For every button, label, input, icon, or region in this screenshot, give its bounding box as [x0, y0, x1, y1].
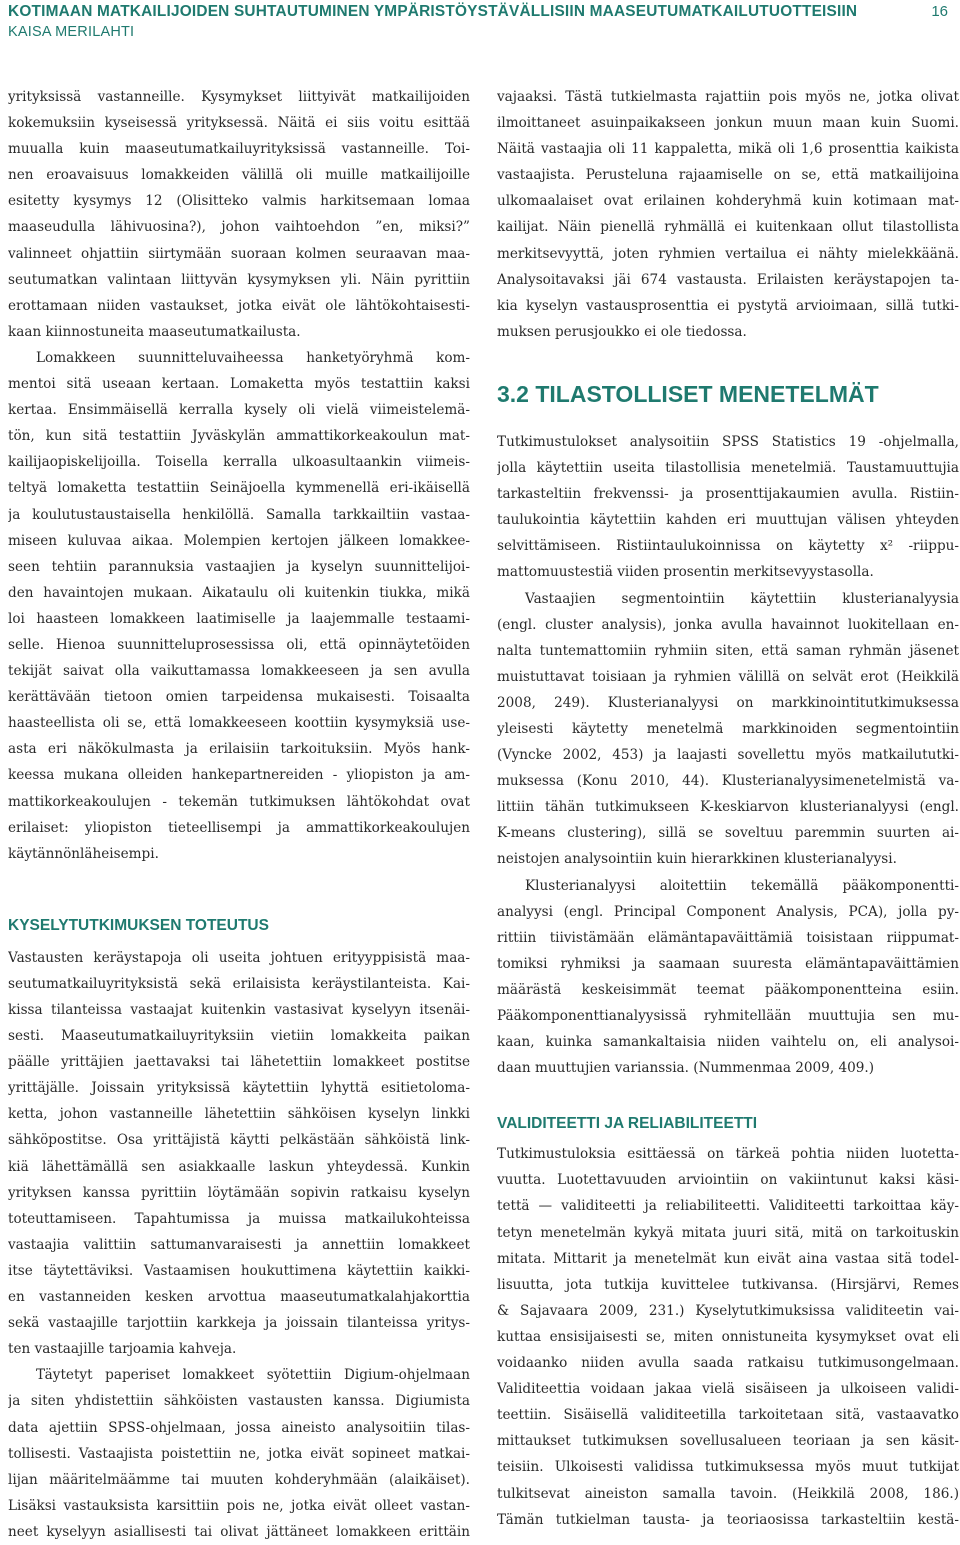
spacer [497, 1081, 959, 1107]
text-line: kiä lähettämällä sen asiakkaalle laskun yhteydessä. Kunkin [8, 1158, 470, 1175]
paragraph [497, 429, 959, 586]
text-line: ja koulutustaustaisella henkilöllä. Samalla tarkkailtiin vastaa- [8, 506, 470, 523]
text-line: lisuutta, jota tutkija kuvittelee tutkivansa. (Hirsjärvi, Remes [497, 1276, 959, 1293]
text-line: yrityksissä vastanneille. Kysymykset liittyivät matkailijoiden [8, 89, 470, 105]
text-line: käytännönläheisempi. [8, 845, 159, 862]
page-number: 16 [931, 3, 948, 20]
text-line: seutumatkailuyrityksistä sekä erilaisista keräystilanteista. Kai- [8, 975, 470, 992]
text-line: mittaukset tutkimuksen sovellusalueen teoriaan ja sen käsit- [497, 1433, 959, 1450]
text-line: nalta tuntemattomiin ryhmiin siten, että saman ryhmän jäsenet [497, 642, 959, 659]
text-line: esitetty kysymys 12 (Olisitteko valmis harkitsemaan lomaa [8, 193, 470, 210]
text-line: ten vastaajille tarjoamia kahveja. [8, 1341, 237, 1358]
text-line: daan muuttujien varianssia. (Nummenmaa 2009, 409.) [497, 1060, 875, 1077]
text-line: sesti. Maaseutumatkailuyrityksiin vietiin lomakkeita paikan [8, 1028, 470, 1045]
text-line: vuutta. Luotettavuuden arviointiin on vakiintunut kaksi käsi- [497, 1172, 959, 1189]
text-line: kissa tilanteissa vastaajat kuitenkin vastasivat kyselyyn itsenäi- [8, 1002, 470, 1018]
text-line: tettä — validiteetti ja reliabiliteetti. Validiteetti tarkoittaa käy- [497, 1198, 959, 1215]
text-line: Tämän tutkielman tausta- ja teoriaosissa tarkasteltiin kestä- [497, 1511, 959, 1528]
header-author: KAISA MERILAHTI [8, 24, 135, 40]
text-line: teltyä lomaketta testattiin Seinäjoella kymmenellä eri-ikäisellä [8, 480, 470, 497]
text-line: loi haasteen lomakkeen laatimiselle ja laajemmalle testaami- [8, 610, 470, 627]
running-header [0, 0, 960, 52]
paragraph [497, 586, 959, 873]
text-line: ilmoittaneet asuinpaikakseen jonkun muun maan kuin Suomi. [497, 115, 959, 132]
text-line: määrästä keskeisimmät teemat pääkomponentteina esiin. [497, 981, 959, 998]
text-line: Vastaajien segmentointiin käytettiin klusterianalyysia [525, 590, 959, 607]
text-line: tomiksi ryhmiksi ja saamaan suuresta elämäntapaväittämien [497, 955, 959, 972]
text-line: (engl. cluster analysis), jonka avulla havainnot luokitellaan en- [497, 616, 959, 633]
paragraph [8, 84, 470, 345]
text-line: lijan määritelmäämme tai muuten kohderyhmään (alaikäiset). [8, 1471, 470, 1488]
text-line: ketta, johon vastanneille lähetettiin sähköisen kyselyn linkki [8, 1106, 470, 1123]
text-line: kertaa. Ensimmäisellä kerralla kysely oli vielä viimeistelemä- [8, 402, 470, 419]
text-line: itse täytettäviksi. Vastaamisen houkuttimena käytettiin kaikki- [8, 1262, 470, 1279]
text-line: data ajettiin SPSS-ohjelmaan, jossa aineisto analysoitiin tilas- [8, 1419, 470, 1436]
text-line: sekä vastaajille tarjottiin karkkeja ja joissain tilanteissa yritys- [8, 1315, 470, 1332]
text-line: mattomuustestiä viiden prosentin merkitsevyystasolla. [497, 564, 874, 581]
text-line: seen tehtiin parannuksia vastaajien ja kyselyn suunnittelijoi- [8, 558, 470, 575]
text-line: Validiteettia voidaan jakaa vielä sisäiseen ja ulkoiseen validi- [497, 1381, 959, 1398]
text-line: yrittäjälle. Joissain yrityksissä käytettiin lyhyttä esitietoloma- [8, 1080, 470, 1097]
text-line: selvittämiseen. Ristiintaulukoinnissa on käytetty x² -riippu- [497, 538, 959, 555]
text-line: ulkomaalaiset ovat erilainen kohderyhmä kuin kotimaan mat- [497, 193, 959, 210]
text-line: Tutkimustulokset analysoitiin SPSS Statistics 19 -ohjelmalla, [497, 433, 959, 450]
text-line: seutumatkan valintaan liittyvän kysymyksen yli. Näin pyrittiin [8, 271, 470, 288]
text-line: miseen kuluvaa aikaa. Molempien kertojen jälkeen lomakkee- [8, 532, 470, 549]
paragraph [8, 1362, 470, 1545]
text-line: keessa mukana olleiden hankepartnereiden - yliopiston ja am- [8, 767, 470, 784]
text-line: jolla käytettiin useita tilastollisia menetelmiä. Taustamuuttujia [497, 460, 959, 477]
text-line: sähköpostitse. Osa yrittäjistä käytti pelkästään sähköistä link- [8, 1132, 470, 1149]
text-line: vastaajista. Perusteluna rajaamiselle on se, että matkailijoina [497, 167, 959, 184]
text-line: (Vyncke 2002, 453) ja laajasti sovellettu myös matkailututki- [497, 747, 959, 764]
text-line: maaseudulla lähivuosina?), johon vaihtoehdon ”en, miksi?” [8, 219, 470, 236]
text-line: teisiin. Ulkoisesti validissa tutkimuksessa myös muut tutkijat [497, 1459, 959, 1476]
text-line: muualla kuin maaseutumatkailuyrityksissä vastanneille. Toi- [8, 141, 470, 158]
paragraph [8, 945, 470, 1363]
text-line: Näitä vastaajia oli 11 kappaletta, mikä oli 1,6 prosenttia kaikista [497, 141, 959, 158]
text-line: ja siten yhdistettiin sähköisten vastausten kanssa. Digiumista [8, 1393, 470, 1410]
text-line: mattikorkeakoulujen - tekemän tutkimuksen lähtökohdat ovat [8, 793, 470, 810]
paragraph [497, 1141, 959, 1532]
text-line: muksen perusjoukko ei ole tiedossa. [497, 323, 747, 340]
text-line: mentoi sitä useaan kertaan. Lomaketta myös testattiin kaksi [8, 376, 470, 393]
text-line: kerättävään tietoon omien tarpeidensa mukaisesti. Toisaalta [8, 689, 470, 706]
text-line: toteuttamiseen. Tapahtumissa ja muissa matkailukohteissa [8, 1210, 470, 1227]
text-line: kailijaopiskelijoilla. Toisella kerralla ulkoasultaankin viimeis- [8, 454, 470, 471]
text-line: muistuttavat toisiaan ja ryhmien välillä on selvät erot (Heikkilä [497, 668, 959, 685]
text-line: yrityksen kanssa pyrittiin löytämään sopivin ratkaisu kyselyn [8, 1184, 470, 1201]
paragraph [8, 345, 470, 867]
text-line: Lisäksi vastauksista karsittiin pois ne, jotka eivät olleet vastan- [8, 1497, 470, 1514]
right-column [497, 84, 959, 1533]
text-line: kokemuksiin kyseisessä yrityksessä. Näitä ei siis voitu esittää [8, 115, 470, 132]
text-line: kia kyselyn vastausprosenttia ei pystytä arvioimaan, sillä tutki- [497, 297, 959, 314]
text-line: nen eroavaisuus lomakkeiden välillä oli muille matkailijoille [8, 167, 470, 184]
text-line: mitata. Mittarit ja menetelmät kun eivät aina vastaa sitä todel- [497, 1250, 959, 1267]
text-line: taulukointia käytettiin kahden eri muuttujan välisen yhteyden [497, 512, 959, 529]
paragraph [497, 873, 959, 1082]
text-line: vajaaksi. Tästä tutkielmasta rajattiin pois myös ne, jotka olivat [497, 89, 959, 105]
text-line: vastaajia valittiin sattumanvaraisesti ja annettiin lomakkeet [8, 1236, 470, 1253]
section-heading: KYSELYTUTKIMUKSEN TOTEUTUS [8, 916, 269, 934]
text-line: Vastausten keräystapoja oli useita johtuen erityyppisistä maa- [8, 949, 470, 966]
text-line: valinneet ohjattiin siirtymään suoraan kolmen seuraavan maa- [8, 245, 470, 262]
text-line: Analysoitavaksi jäi 674 vastausta. Erilaisten keräystapojen ta- [497, 271, 959, 288]
text-line: haasteellista oli se, että lomakkeeseen koottiin kysymyksiä use- [8, 715, 470, 732]
text-line: Täytetyt paperiset lomakkeet syötettiin Digium-ohjelmaan [36, 1367, 470, 1384]
left-column [8, 84, 470, 1545]
text-line: kaan, kuinka samankaltaisia niiden vaihtelu on, eli analysoi- [497, 1034, 959, 1051]
text-line: neet kyselyyn asiallisesti tai olivat jättäneet lomakkeen erittäin [8, 1523, 470, 1540]
header-title: KOTIMAAN MATKAILIJOIDEN SUHTAUTUMINEN YMPÄRISTÖYSTÄVÄLLISIIN MAASEUTUMATKAILUTUOTTEISIIN [8, 3, 858, 20]
subsection-heading: VALIDITEETTI JA RELIABILITEETTI [497, 1115, 758, 1133]
text-line: asta eri näkökulmasta ja erilaisiin tarkoituksiin. Myös hank- [8, 741, 470, 758]
text-line: selle. Hienoa suunnitteluprosessissa oli, että opinnäytetöiden [8, 636, 470, 653]
text-line: erilaiset: yliopiston tieteellisempi ja ammattikorkeakoulujen [8, 819, 470, 836]
text-line: kailijat. Näin pienellä ryhmällä ei kuitenkaan ollut tilastollista [497, 219, 959, 236]
text-line: den havaintojen mukaan. Aikataulu oli kuitenkin tiukka, mikä [8, 584, 470, 601]
text-line: littiin tähän tutkimukseen K-keskiarvon klusterianalyysi (engl. [497, 799, 959, 816]
text-line: tollisesti. Vastaajista poistettiin ne, jotka eivät sopineet matkai- [8, 1445, 470, 1462]
text-line: 2008, 249). Klusterianalyysi on markkinointitutkimuksessa [497, 694, 959, 711]
text-line: analyysi (engl. Principal Component Analysis, PCA), jolla py- [497, 903, 959, 920]
text-line: merkitsevyyttä, joten ryhmien vertailua ei nähty mielekkäänä. [497, 245, 959, 262]
text-line: Pääkomponenttianalyysissä ryhmitellään muuttujia sen mu- [497, 1008, 959, 1024]
text-line: tarkasteltiin frekvenssi- ja prosenttijakaumien avulla. Ristiin- [497, 486, 959, 503]
text-line: kaan kiinnostuneita maaseutumatkailusta. [8, 323, 301, 340]
spacer [8, 867, 470, 907]
text-line: en vastanneiden kesken arvottua maaseutumatkalahjakorttia [8, 1289, 470, 1306]
text-line: erottamaan niiden vastaukset, jotka eivät ole lähtökohtaisesti- [8, 297, 470, 314]
text-line: päälle yrittäjien jaettavaksi tai lähetettiin lomakkeet postitse [8, 1054, 470, 1071]
paragraph [497, 84, 959, 345]
text-line: & Sajavaara 2009, 231.) Kyselytutkimuksissa validiteetin vai- [497, 1302, 959, 1319]
text-line: tön, kun sitä testattiin Jyväskylän ammattikorkeakoulun mat- [8, 428, 470, 445]
text-line: neistojen analysointiin kuin hierarkkinen klusterianalyysi. [497, 851, 897, 868]
text-line: Klusterianalyysi aloitettiin tekemällä pääkomponentti- [525, 877, 959, 894]
text-line: K-means clustering), sillä se soveltuu paremmin suurten ai- [497, 825, 959, 842]
text-line: tetyn menetelmän kykyä mitata juuri sitä, mitä on tarkoituskin [497, 1224, 959, 1241]
chapter-heading: 3.2 TILASTOLLISET MENETELMÄT [497, 380, 879, 407]
text-line: tulkitsevat aineiston samalla tavoin. (Heikkilä 2008, 186.) [497, 1485, 959, 1502]
text-line: tekijät saivat olla vaikuttamassa lomakkeeseen ja sen avulla [8, 663, 470, 680]
text-line: rittiin tiivistämään elämäntapaväittämiä toisistaan riippumat- [497, 929, 959, 946]
text-line: kuttaa ensisijaisesti se, miten onnistuneita kysymykset ovat eli [497, 1328, 959, 1345]
text-line: Lomakkeen suunnitteluvaiheessa hanketyöryhmä kom- [36, 349, 470, 366]
text-line: yleisesti käytetty menetelmä markkinoiden segmentointiin [497, 720, 959, 737]
text-line: teettiin. Sisäisellä validiteetilla tarkoitetaan sitä, vastaavatko [497, 1407, 959, 1424]
text-line: voidaanko niiden avulla saada ratkaisu tutkimusongelmaan. [497, 1355, 959, 1372]
text-line: muksessa (Konu 2010, 44). Klusterianalyysimenetelmistä va- [497, 773, 959, 790]
text-line: Tutkimustuloksia esittäessä on tärkeä pohtia niiden luotetta- [497, 1146, 959, 1163]
